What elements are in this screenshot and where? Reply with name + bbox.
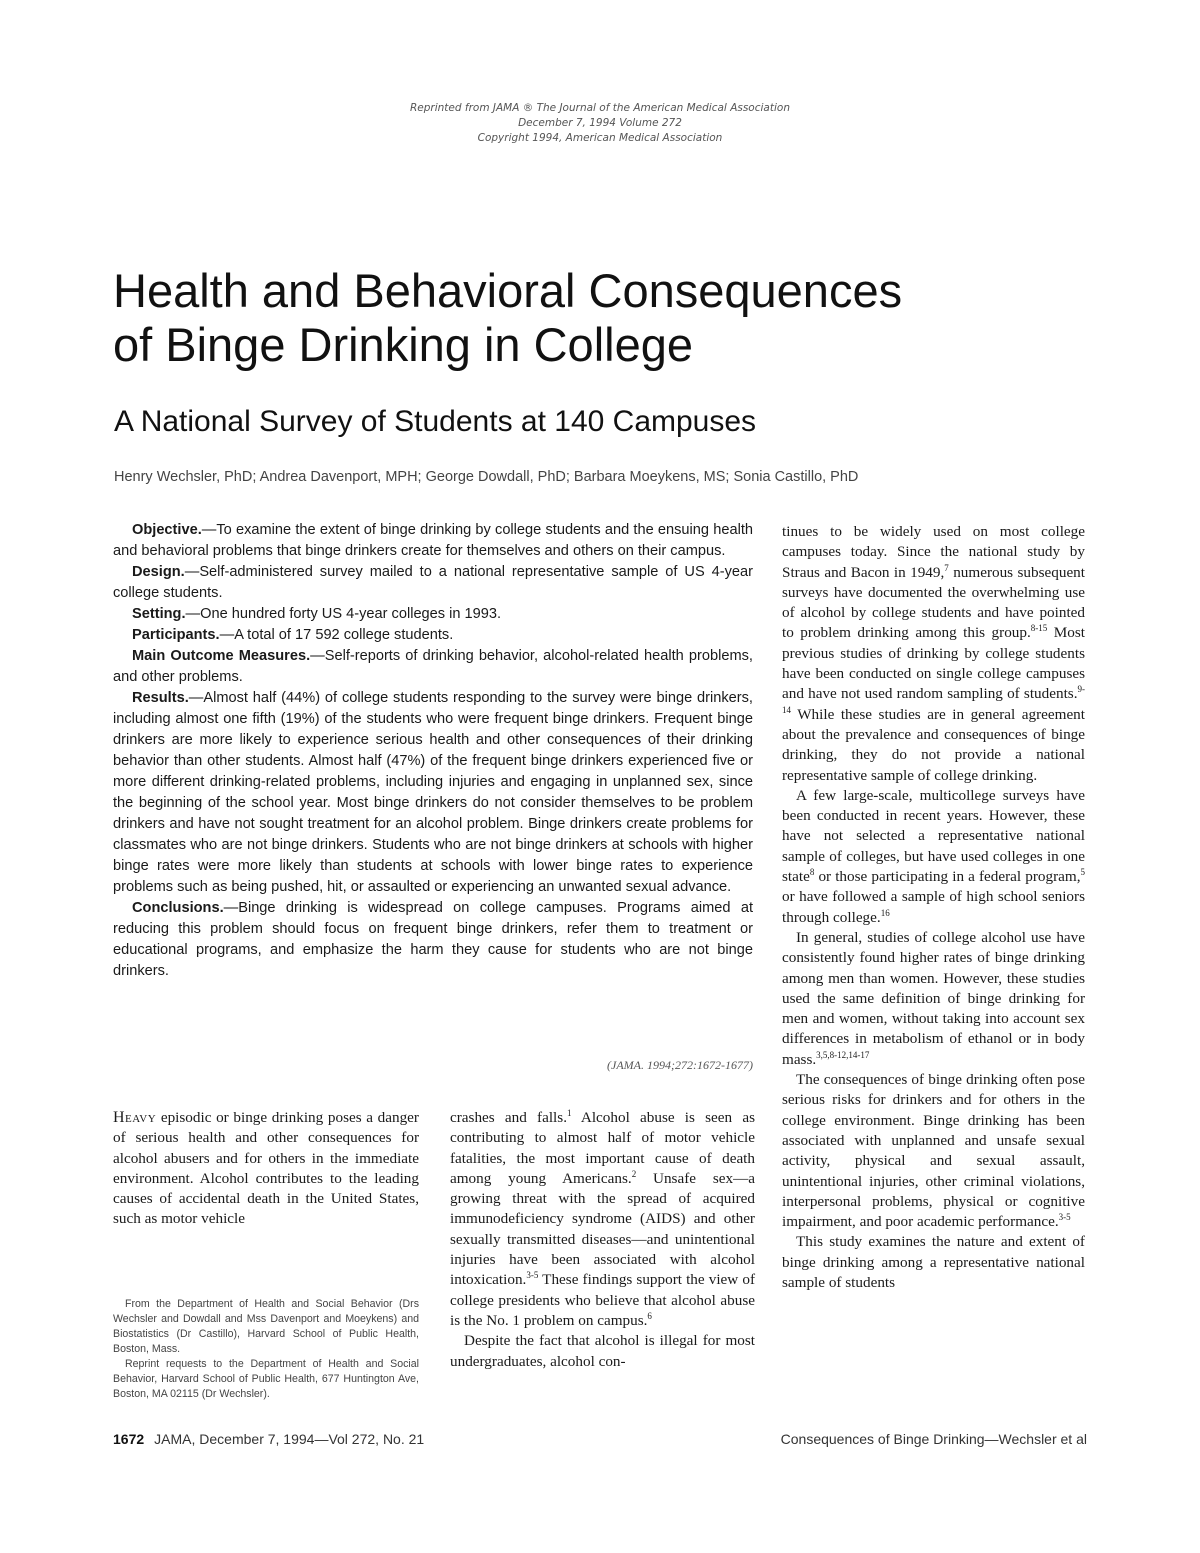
lead-word: Heavy xyxy=(113,1109,157,1126)
article-citation: (JAMA. 1994;272:1672-1677) xyxy=(607,1058,753,1072)
text-span: or have followed a sample of high school seniors through college. xyxy=(782,888,1085,926)
text-span: tinues to be widely used on most college campuses today. Since the national study by Straus and Bacon in 1949, xyxy=(782,523,1085,581)
reference-marker: 2 xyxy=(631,1168,637,1179)
title-line-2: of Binge Drinking in College xyxy=(113,318,693,371)
objective-label: Objective. xyxy=(132,522,202,538)
reference-marker: 8 xyxy=(809,866,815,877)
article-subtitle: A National Survey of Students at 140 Campuses xyxy=(114,405,757,438)
body-column-2 xyxy=(450,1108,755,1372)
article-title xyxy=(113,264,1113,372)
paragraph-text: episodic or binge drinking poses a danger of serious health and other consequences for alcohol abusers and for others in the immediate environment. Alcohol contributes to the leading causes of accidental death in the United States, such as motor vehicle xyxy=(113,1109,419,1228)
reference-marker: 6 xyxy=(647,1310,652,1321)
reprint-line-2: December 7, 1994 Volume 272 xyxy=(518,117,682,129)
text-span: Unsafe sex—a growing threat with the spread of acquired immunodeficiency syndrome (AIDS) and other sexually transmitted diseases—and unintentional injuries have been associated with alcohol intoxication. xyxy=(450,1169,755,1289)
conclusions-label: Conclusions. xyxy=(132,900,224,916)
text-span: Most previous studies of drinking by college students have been conducted on single college campuses and have not used random sampling of students. xyxy=(782,624,1086,703)
reference-marker: 3,5,8-12,14-17 xyxy=(816,1049,870,1060)
reference-marker: 3-5 xyxy=(1058,1212,1071,1223)
abstract-conclusions xyxy=(113,898,753,982)
body-column-1 xyxy=(113,1108,419,1230)
conclusions-text: —Binge drinking is widespread on college campuses. Programs aimed at reducing this problem should focus on frequent binge drinkers, refer them to treatment or educational programs, and emphasize the harm they cause for students who are not binge drinkers. xyxy=(113,900,753,979)
body-paragraph xyxy=(782,1070,1085,1232)
participants-label: Participants. xyxy=(132,627,220,643)
body-paragraph: This study examines the nature and extent of binge drinking among a representative national sample of students xyxy=(782,1233,1085,1291)
body-paragraph xyxy=(782,928,1085,1070)
text-span: Alcohol abuse is seen as contributing to almost half of motor vehicle fatalities, the most important cause of death among young Americans. xyxy=(450,1109,755,1187)
affiliation-note: From the Department of Health and Social Behavior (Drs Wechsler and Dowdall and Mss Davenport and Moeykens) and Biostatistics (Dr Castillo), Harvard School of Public Health, Boston, Mass. xyxy=(113,1298,419,1355)
text-span: While these studies are in general agreement about the prevalence and consequences of binge drinking, they do not provide a national representative sample of college drinking. xyxy=(782,705,1085,784)
text-span: crashes and falls. xyxy=(450,1109,567,1126)
abstract-objective xyxy=(113,520,753,562)
page-number: 1672 xyxy=(113,1431,145,1447)
author-footnote xyxy=(113,1297,419,1402)
body-paragraph xyxy=(113,1108,419,1230)
objective-text: —To examine the extent of binge drinking by college students and the ensuing health and behavioral problems that binge drinkers create for themselves and others on their campus. xyxy=(113,522,753,559)
outcome-label: Main Outcome Measures. xyxy=(132,648,311,664)
reference-marker: 1 xyxy=(567,1107,572,1118)
text-span: These findings support the view of college presidents who believe that alcohol abuse is the No. 1 problem on campus. xyxy=(450,1271,755,1329)
results-text: —Almost half (44%) of college students responding to the survey were binge drinkers, including almost one fifth (19%) of the students who were frequent binge drinkers. Frequent binge drinkers are more likely to experience serious health and other consequences of their drinking behavior than other students. Almost half (47%) of the frequent binge drinkers experienced five or more different drinking-related problems, including injuries and engaging in unplanned sex, since the beginning of the school year. Most binge drinkers do not consider themselves to be problem drinkers and have not sought treatment for an alcohol problem. Binge drinkers create problems for classmates who are not binge drinkers. Students who are not binge drinkers at schools with higher binge rates were more likely than students at schools with lower binge rates to experience problems such as being pushed, hit, or assaulted or experiencing an unwanted sexual advance. xyxy=(113,690,753,895)
reference-marker: 7 xyxy=(944,562,949,573)
reference-marker: 3-5 xyxy=(526,1270,539,1281)
outcome-text: —Self-reports of drinking behavior, alcohol-related health problems, and other problems. xyxy=(113,648,753,685)
body-paragraph xyxy=(782,522,1085,786)
text-span: A few large-scale, multicollege surveys have been conducted in recent years. However, these have not selected a representative national sample of colleges, but have used colleges in one state xyxy=(782,786,1085,886)
reference-marker: 5 xyxy=(1080,866,1085,877)
design-text: —Self-administered survey mailed to a national representative sample of US 4-year college students. xyxy=(113,564,753,601)
text-span: The consequences of binge drinking often pose serious risks for drinkers and for others in the college environment. Binge drinking has been associated with unplanned and unsafe sexual activity, physical and sexual assault, unintentional injuries, other criminal violations, interpersonal problems, physical or cognitive impairment, and poor academic performance. xyxy=(782,1071,1085,1231)
title-line-1: Health and Behavioral Consequences xyxy=(113,264,903,317)
text-span: or those participating in a federal program, xyxy=(814,868,1081,886)
abstract xyxy=(113,520,753,982)
participants-text: —A total of 17 592 college students. xyxy=(219,627,454,643)
reprint-notice xyxy=(0,101,1200,146)
reference-marker: 8-15 xyxy=(1030,623,1048,634)
reference-marker: 16 xyxy=(880,907,890,918)
abstract-outcome xyxy=(113,646,753,688)
setting-text: —One hundred forty US 4-year colleges in 1993. xyxy=(185,606,502,622)
running-title: Consequences of Binge Drinking—Wechsler et al xyxy=(780,1431,1087,1447)
journal-issue: JAMA, December 7, 1994—Vol 272, No. 21 xyxy=(154,1431,425,1447)
reference-marker: 9-14 xyxy=(782,684,1085,715)
body-paragraph xyxy=(782,786,1085,928)
body-paragraph xyxy=(450,1108,755,1331)
results-label: Results. xyxy=(132,690,189,706)
abstract-participants xyxy=(113,625,753,646)
reprint-request-note: Reprint requests to the Department of Health and Social Behavior, Harvard School of Public Health, 677 Huntington Ave, Boston, MA 02115 (Dr Wechsler). xyxy=(113,1358,419,1400)
page-footer-left xyxy=(113,1431,424,1447)
setting-label: Setting. xyxy=(132,606,186,622)
abstract-results xyxy=(113,688,753,898)
body-paragraph: Despite the fact that alcohol is illegal for most undergraduates, alcohol con- xyxy=(450,1332,755,1370)
design-label: Design. xyxy=(132,564,185,580)
reprint-line-1: Reprinted from JAMA ® The Journal of the American Medical Association xyxy=(410,102,790,114)
text-span: numerous subsequent surveys have documented the overwhelming use of alcohol by college students and have pointed to problem drinking among this group. xyxy=(782,563,1085,642)
abstract-design xyxy=(113,562,753,604)
body-column-3 xyxy=(782,522,1085,1293)
reprint-line-3: Copyright 1994, American Medical Association xyxy=(477,132,723,144)
author-list: Henry Wechsler, PhD; Andrea Davenport, MPH; George Dowdall, PhD; Barbara Moeykens, MS; Sonia Castillo, PhD xyxy=(114,469,859,485)
abstract-setting xyxy=(113,604,753,625)
text-span: In general, studies of college alcohol use have consistently found higher rates of binge drinking among men than women. However, these studies used the same definition of binge drinking for men and women, without taking into account sex differences in metabolism of ethanol or in body mass. xyxy=(782,928,1085,1068)
